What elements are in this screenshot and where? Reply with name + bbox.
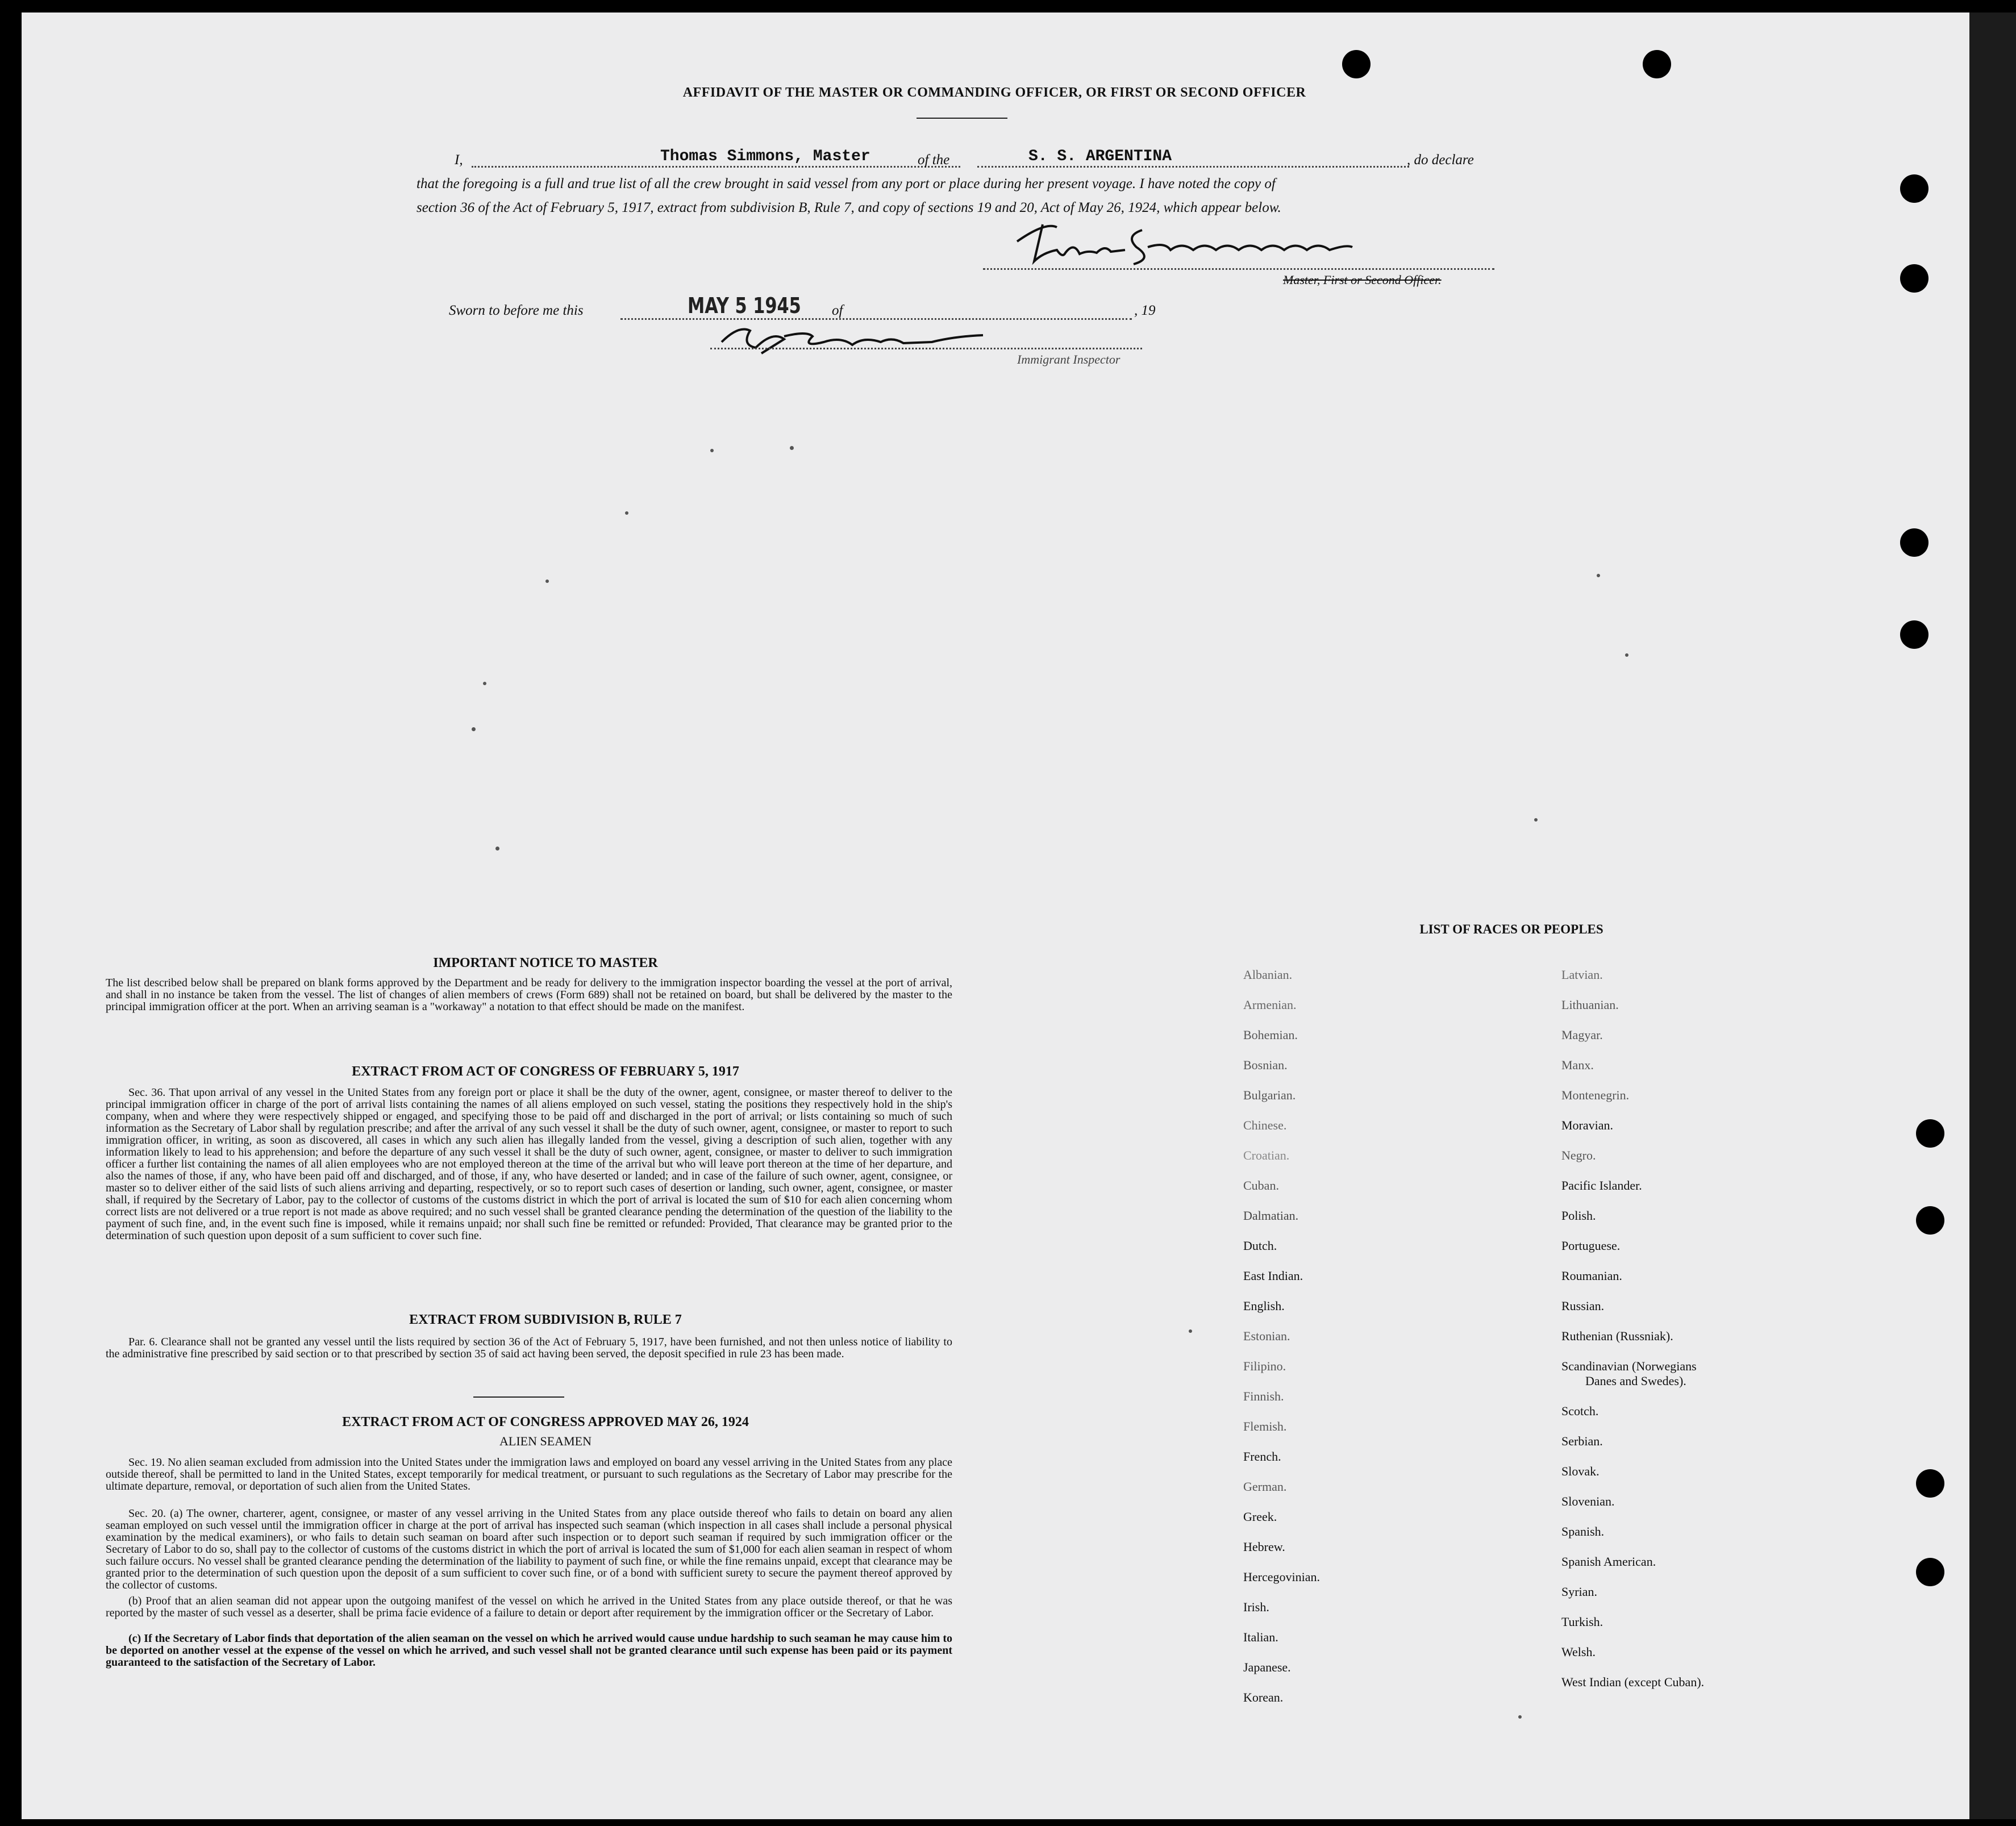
- race-item: Bosnian.: [1243, 1058, 1288, 1072]
- paper-speck: [472, 727, 476, 731]
- race-item: Polish.: [1561, 1208, 1596, 1223]
- race-item: German.: [1243, 1479, 1287, 1494]
- punch-hole: [1342, 50, 1371, 78]
- paper-speck: [483, 682, 486, 685]
- vessel-name: S. S. ARGENTINA: [1028, 148, 1172, 165]
- of-the-label: of the: [918, 152, 950, 168]
- paper-speck: [545, 580, 549, 583]
- of-label: of: [832, 303, 843, 318]
- paper-speck: [625, 511, 628, 515]
- race-item: Dalmatian.: [1243, 1208, 1299, 1223]
- do-declare-label: , do declare: [1407, 152, 1474, 168]
- title-divider: [917, 118, 1007, 119]
- race-item: Irish.: [1243, 1600, 1269, 1614]
- extract-rule7-body: Par. 6. Clearance shall not be granted any vessel until the lists required by section 36 of the Act of February 5, 1917, have been furnished, and not then unless notice of liability to the administrative fine prescribed by said section or to that prescribed by section 35 of said act having been served, the deposit specified in rule 23 has been made.: [106, 1336, 952, 1360]
- punch-hole: [1643, 50, 1671, 78]
- race-item: Ruthenian (Russniak).: [1561, 1329, 1673, 1343]
- race-item: Lithuanian.: [1561, 998, 1619, 1012]
- race-item: Bulgarian.: [1243, 1088, 1296, 1102]
- master-signature-line: [983, 268, 1494, 270]
- race-item: Flemish.: [1243, 1419, 1287, 1433]
- i-label: I,: [455, 152, 463, 168]
- master-caption: Master, First or Second Officer.: [1283, 273, 1442, 287]
- extract-1924-title: EXTRACT FROM ACT OF CONGRESS APPROVED MAY 26, 1924: [342, 1415, 749, 1429]
- paper-speck: [1189, 1329, 1192, 1333]
- adjacent-page-edge: [1969, 12, 2016, 1819]
- race-item: Armenian.: [1243, 998, 1297, 1012]
- affidavit-line-2: that the foregoing is a full and true list of all the crew brought in said vessel from any port or place during her present voyage. I have noted the copy of: [416, 176, 1276, 191]
- sec20c-body: (c) If the Secretary of Labor finds that deportation of the alien seaman on the vessel on which he arrived would cause undue hardship to such seaman he may cause him to be deported on another vessel at the expense of the vessel on which he arrived, and such vessel shall not be granted clearance until such expense has been paid or its payment guaranteed to the satisfaction of the Secretary of Labor.: [106, 1632, 952, 1669]
- master-name: Thomas Simmons, Master: [660, 148, 870, 165]
- race-item: Latvian.: [1561, 968, 1603, 982]
- race-item: Japanese.: [1243, 1660, 1291, 1674]
- race-item: Italian.: [1243, 1630, 1278, 1644]
- race-item: English.: [1243, 1299, 1285, 1313]
- race-item: Scandinavian (Norwegians: [1561, 1359, 1697, 1373]
- extract-rule7-title: EXTRACT FROM SUBDIVISION B, RULE 7: [409, 1312, 682, 1327]
- race-item: Syrian.: [1561, 1585, 1597, 1599]
- paper-speck: [790, 446, 794, 450]
- race-item: Montenegrin.: [1561, 1088, 1630, 1102]
- race-item: Chinese.: [1243, 1118, 1287, 1132]
- race-item: Roumanian.: [1561, 1269, 1622, 1283]
- paper-speck: [1518, 1715, 1522, 1719]
- race-item: Portuguese.: [1561, 1239, 1621, 1253]
- race-item: Hercegovinian.: [1243, 1570, 1320, 1584]
- notice-body: The list described below shall be prepared on blank forms approved by the Department and be ready for delivery to the immigration inspector boarding the vessel at the port of arrival, and shall in no instance be taken from the vessel. The list of changes of alien members of crews (Form 689) shall not be retained on board, but shall be delivered by the master to the principal immigration officer at the port. When an arriving seaman is a "workaway" a notation to that effect should be made on the manifest.: [106, 977, 952, 1013]
- affidavit-title: AFFIDAVIT OF THE MASTER OR COMMANDING OFFICER, OR FIRST OR SECOND OFFICER: [682, 85, 1306, 100]
- race-item: Korean.: [1243, 1690, 1284, 1704]
- punch-hole: [1900, 620, 1928, 649]
- sec20a-body: Sec. 20. (a) The owner, charterer, agent, consignee, or master of any vessel arriving in the United States from any place outside thereof who fails to detain on board any alien seaman employed on such vessel until the immigration officer in charge at the port of arrival has inspected such seaman (which inspection in all cases shall include a personal physical examination by the medical examiners), or who fails to detain such seaman on board after such inspection or to deport such seaman if required by such immigration officer or the Secretary of Labor to do so, shall pay to the collector of customs of the customs district in which the port of arrival is located the sum of $1,000 for each alien seaman in respect of whom such failure occurs. No vessel shall be granted clearance pending the determination of the liability to payment of such fine, or while the fine remains unpaid, except that clearance may be granted prior to the determination of such question upon the deposit of a sum sufficient to cover such fine, or of a bond with sufficient surety to secure the payment thereof approved by the collector of customs.: [106, 1507, 952, 1591]
- inspector-signature: [716, 319, 1011, 359]
- extract-1924-subtitle: ALIEN SEAMEN: [499, 1434, 592, 1448]
- rule7-divider: [473, 1396, 564, 1398]
- punch-hole: [1900, 528, 1928, 557]
- race-item: Albanian.: [1243, 968, 1293, 982]
- punch-hole: [1916, 1206, 1944, 1235]
- punch-hole: [1900, 174, 1928, 203]
- race-item: Slovak.: [1561, 1464, 1600, 1478]
- name-line: [472, 166, 960, 168]
- punch-hole: [1900, 264, 1928, 293]
- race-item: Dutch.: [1243, 1239, 1277, 1253]
- race-item: Greek.: [1243, 1510, 1277, 1524]
- race-item: Negro.: [1561, 1148, 1596, 1162]
- race-item: Danes and Swedes).: [1585, 1374, 1686, 1388]
- race-item: Serbian.: [1561, 1434, 1603, 1448]
- race-item: Estonian.: [1243, 1329, 1290, 1343]
- extract-1917-title: EXTRACT FROM ACT OF CONGRESS OF FEBRUARY 5, 1917: [352, 1064, 739, 1079]
- inspector-signature-line: [710, 348, 1142, 349]
- extract-1917-body: Sec. 36. That upon arrival of any vessel in the United States from any foreign port or place it shall be the duty of the owner, agent, consignee, or master thereof to deliver to the principal immigration officer in charge of the port of arrival lists containing the names of all aliens employed on such vessel, stating the positions they respectively hold in the ship's company, when and where they were respectively shipped or engaged, and specifying those to be paid off and discharged in the port of arrival; or lists containing so much of such information as the Secretary of Labor shall by regulation prescribe; and after the arrival of any such vessel it shall be the duty of such owner, agent, consignee, or master to report to such immigration officer, in writing, as soon as discovered, all cases in which any such alien has illegally landed from the vessel, giving a description of such alien, together with any information likely to lead to his apprehension; and before the departure of any such vessel it shall be the duty of such owner, agent, consignee, or master to deliver to such immigration officer a further list containing the names of all alien employees who are not employed thereon at the time of the arrival but who will leave port thereon at the time of her departure, and also the names of those, if any, who have been paid off and discharged, and of those, if any, who have deserted or landed; and in case of the failure of such owner, agent, consignee, or master so to deliver either of the said lists of such aliens arriving and departing, respectively, or so to report such cases of desertion or landing, such owner, agent, consignee, or master shall, if required by the Secretary of Labor, pay to the collector of customs of the customs district in which the port of arrival is located the sum of $10 for each alien concerning whom correct lists are not delivered or a true report is not made as above required; and no such vessel shall be granted clearance pending the determination of the question of the liability to the payment of such fine, and, in the event such fine is imposed, while it remains unpaid; nor shall such fine be remitted or refunded: Provided, That clearance may be granted prior to the determination of such question upon deposit of a sum sufficient to cover such fine.: [106, 1086, 952, 1242]
- race-item: West Indian (except Cuban).: [1561, 1675, 1705, 1689]
- race-item: Moravian.: [1561, 1118, 1614, 1132]
- punch-hole: [1916, 1469, 1944, 1498]
- race-item: Welsh.: [1561, 1645, 1596, 1659]
- affidavit-line-3: section 36 of the Act of February 5, 1917, extract from subdivision B, Rule 7, and copy of sections 19 and 20, Act of May 26, 1924, which appear below.: [416, 200, 1281, 215]
- races-title: LIST OF RACES OR PEOPLES: [1419, 922, 1603, 936]
- punch-hole: [1916, 1119, 1944, 1148]
- inspector-caption: Immigrant Inspector: [1017, 352, 1121, 366]
- race-item: Russian.: [1561, 1299, 1605, 1313]
- sec19-body: Sec. 19. No alien seaman excluded from admission into the United States under the immigration laws and employed on board any vessel arriving in the United States from any place outside thereof, shall be permitted to land in the United States, except temporarily for medical treatment, or pursuant to such regulations as the Secretary of Labor may prescribe for the ultimate departure, removal, or deportation of such alien from the United States.: [106, 1456, 952, 1493]
- race-item: Hebrew.: [1243, 1540, 1285, 1554]
- race-item: Magyar.: [1561, 1028, 1603, 1042]
- sec20b-body: (b) Proof that an alien seaman did not appear upon the outgoing manifest of the vessel on which he arrived in the United States from any place outside thereof, or that he was reported by the master of such vessel as a deserter, shall be prima facie evidence of a failure to detain or deport after requirement by the immigration officer or the Secretary of Labor.: [106, 1595, 952, 1619]
- paper-speck: [1597, 574, 1600, 577]
- race-item: Pacific Islander.: [1561, 1178, 1642, 1193]
- race-item: Bohemian.: [1243, 1028, 1298, 1042]
- vessel-line: [977, 166, 1409, 168]
- paper-speck: [710, 449, 714, 452]
- paper-speck: [495, 847, 499, 851]
- date-stamp: MAY 5 1945: [688, 293, 801, 318]
- race-item: Spanish American.: [1561, 1554, 1656, 1569]
- paper-speck: [1534, 818, 1538, 822]
- race-item: French.: [1243, 1449, 1281, 1464]
- race-item: Cuban.: [1243, 1178, 1279, 1193]
- race-item: Finnish.: [1243, 1389, 1284, 1403]
- punch-hole: [1916, 1558, 1944, 1586]
- race-item: Slovenian.: [1561, 1494, 1615, 1508]
- race-item: Scotch.: [1561, 1404, 1599, 1418]
- sworn-label: Sworn to before me this: [449, 303, 584, 318]
- race-item: Manx.: [1561, 1058, 1594, 1072]
- master-signature: [1011, 219, 1386, 270]
- notice-title: IMPORTANT NOTICE TO MASTER: [433, 956, 658, 970]
- race-item: Spanish.: [1561, 1524, 1605, 1539]
- race-item: Croatian.: [1243, 1148, 1290, 1162]
- year-prefix: , 19: [1134, 303, 1156, 318]
- race-item: East Indian.: [1243, 1269, 1303, 1283]
- race-item: Filipino.: [1243, 1359, 1286, 1373]
- race-item: Turkish.: [1561, 1615, 1603, 1629]
- paper-speck: [1625, 653, 1628, 657]
